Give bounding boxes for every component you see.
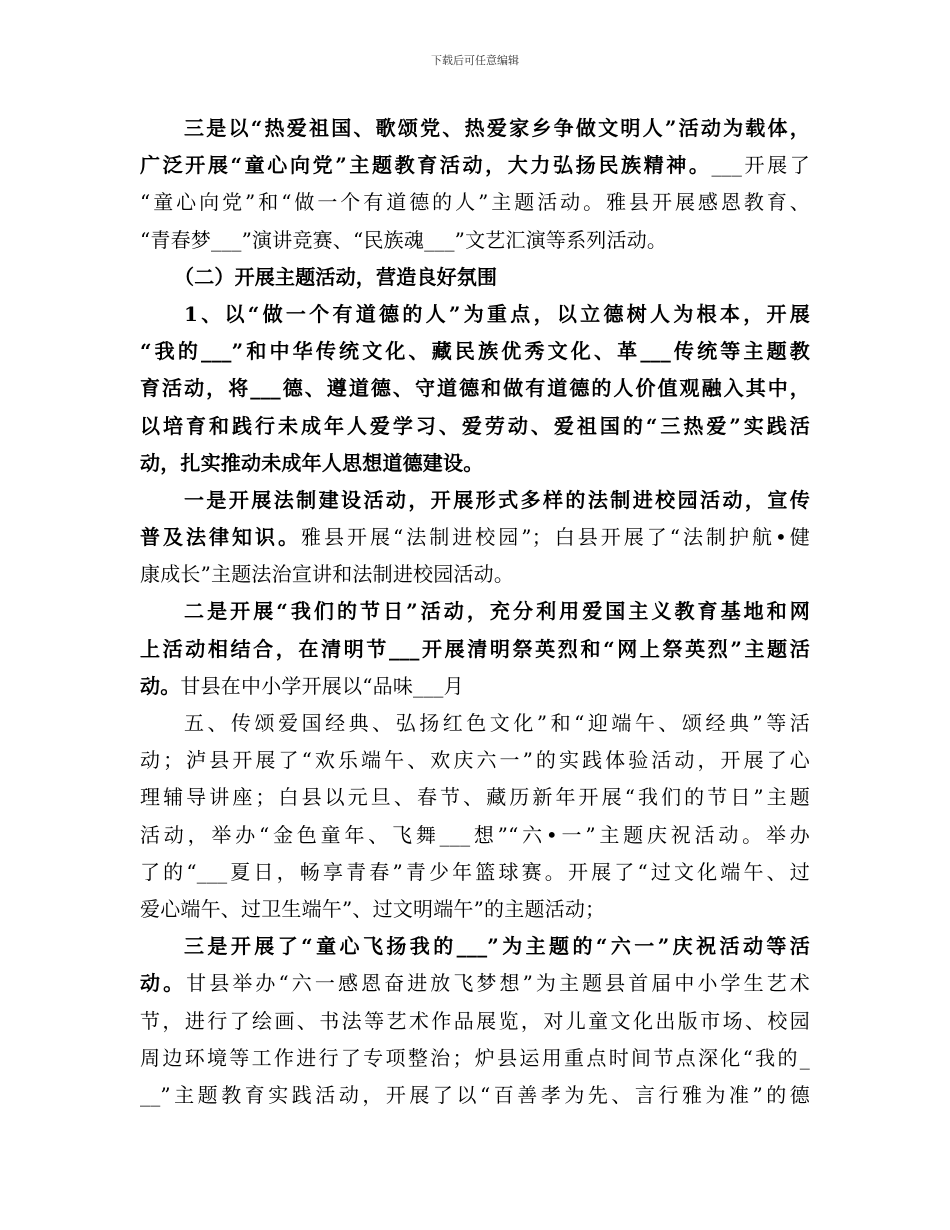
paragraph-line: 以培育和践行未成年人爱学习、爱劳动、爱祖国的“三热爱”实践活 [140, 413, 810, 438]
paragraph-line [140, 668, 810, 705]
paragraph-line: “童心向党”和“做一个有道德的人”主题活动。雅县开展感恩教育、 [140, 190, 810, 215]
paragraph-line: 节，进行了绘画、书法等艺术作品展览，对儿童文化出版市场、校园 [140, 1008, 810, 1033]
paragraph-line: __”主题教育实践活动，开展了以“百善孝为先、言行雅为准”的德 [140, 1082, 810, 1107]
normal-text: 甘县举办“六一感恩奋进放飞梦想”为主题县首届中小学生艺术 [186, 971, 810, 996]
paragraph-line: 理辅导讲座；白县以元旦、春节、藏历新年开展“我们的节日”主题 [140, 785, 810, 810]
paragraph-line: 二是开展“我们的节日”活动，充分利用爱国主义教育基地和网 [184, 599, 810, 624]
bold-text: 普及法律知识。 [140, 525, 302, 550]
normal-text: 甘县在中小学开展以“品味___月 [180, 673, 464, 698]
paragraph-line: 活动，举办“金色童年、飞舞___想”“六•一”主题庆祝活动。举办 [140, 822, 810, 847]
page-header-note: 下载后可任意编辑 [431, 54, 519, 67]
section-heading: （二）开展主题活动，营造良好氛围 [174, 264, 498, 289]
paragraph-line: 周边环境等工作进行了专项整治；炉县运用重点时间节点深化“我的_ [140, 1045, 810, 1070]
paragraph-line: 动；泸县开展了“欢乐端午、欢庆六一”的实践体验活动，开展了心 [140, 748, 810, 773]
normal-text: 雅县开展“法制进校园”；白县开展了“法制护航•健 [301, 525, 810, 550]
paragraph-line: 育活动，将___德、遵道德、守道德和做有道德的人价值观融入其中， [140, 376, 810, 401]
paragraph-line: “青春梦___”演讲竞赛、“民族魂___”文艺汇演等系列活动。 [140, 227, 668, 252]
normal-text: ___开展了 [711, 153, 810, 178]
paragraph-line: 上活动相结合，在清明节___开展清明祭英烈和“网上祭英烈”主题活 [140, 636, 810, 661]
paragraph-line: 一是开展法制建设活动，开展形式多样的法制进校园活动，宣传 [184, 487, 810, 512]
paragraph-line [140, 519, 810, 556]
paragraph-line [140, 965, 810, 1002]
paragraph-line: “我的___”和中华传统文化、藏民族优秀文化、革___传统等主题教 [140, 339, 810, 364]
paragraph-line: 爱心端午、过卫生端午”、过文明端午”的主题活动； [140, 896, 606, 921]
paragraph-line: 五、传颂爱国经典、弘扬红色文化”和“迎端午、颂经典”等活 [184, 711, 810, 735]
paragraph-line: 三是以“热爱祖国、歌颂党、热爱家乡争做文明人”活动为载体， [184, 116, 810, 140]
bold-text: 动。 [140, 673, 181, 698]
paragraph-line: 动，扎实推动未成年人思想道德建设。 [140, 450, 484, 475]
paragraph-line: 康成长”主题法治宣讲和法制进校园活动。 [140, 562, 515, 587]
paragraph-line: 1、以“做一个有道德的人”为重点，以立德树人为根本，开展 [184, 301, 810, 326]
bold-text: 动。 [140, 971, 187, 996]
paragraph-line: 了的“___夏日，畅享青春”青少年篮球赛。开展了“过文化端午、过 [140, 859, 810, 884]
paragraph-line: 三是开展了“童心飞扬我的___”为主题的“六一”庆祝活动等活 [184, 934, 810, 959]
paragraph-line [140, 147, 810, 184]
document-body [140, 110, 810, 1114]
bold-text: 广泛开展“童心向党”主题教育活动，大力弘扬民族精神。 [140, 153, 712, 178]
